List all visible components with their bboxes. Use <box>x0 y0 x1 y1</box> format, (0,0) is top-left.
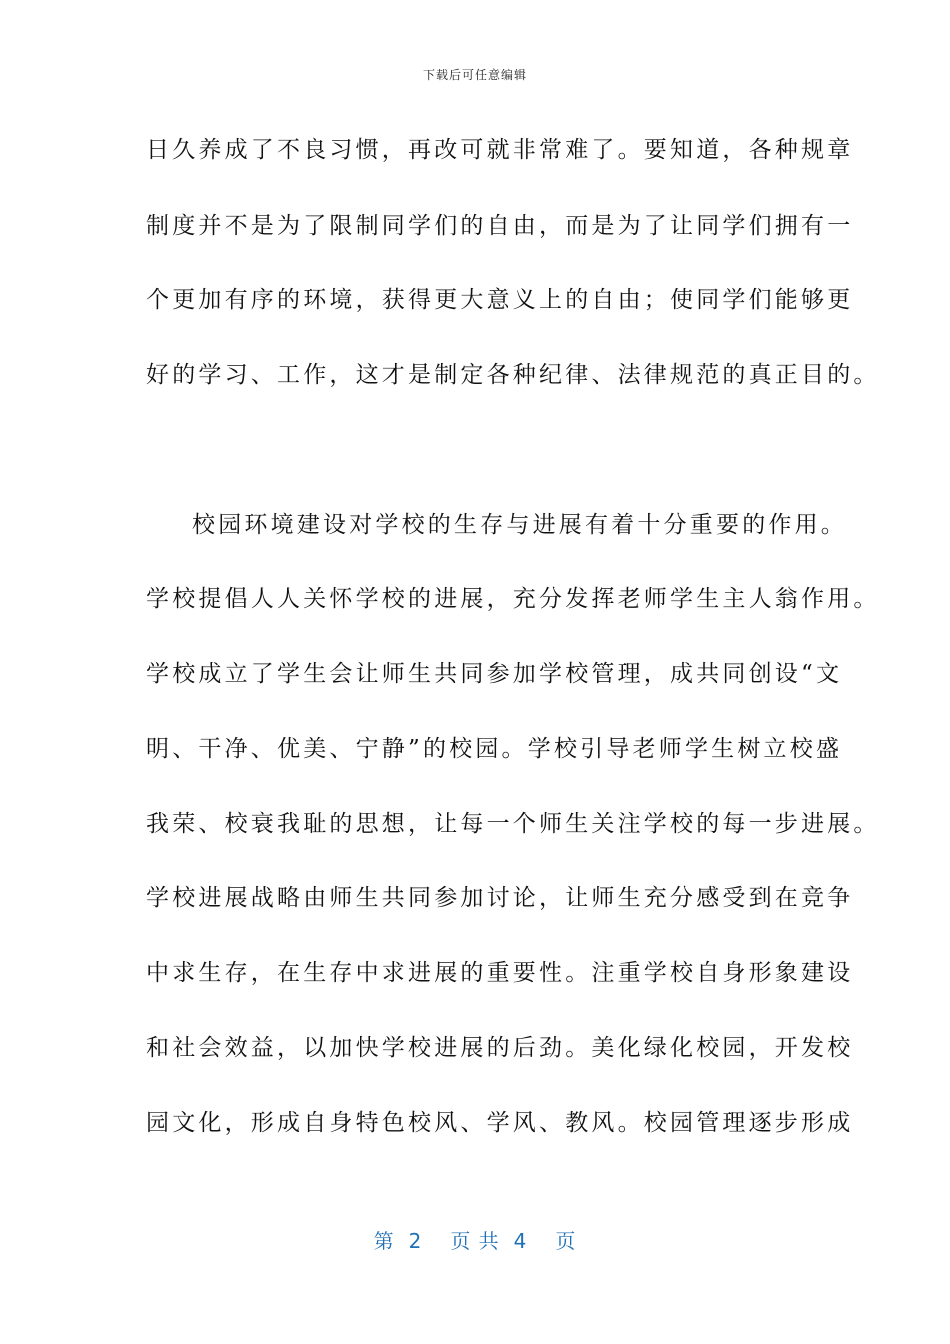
text-line: 园文化，形成自身特色校风、学风、教风。校园管理逐步形成 <box>146 1110 854 1136</box>
text-line: 明、干净、优美、宁静”的校园。学校引导老师学生树立校盛 <box>146 736 843 762</box>
page-middle-text: 页 共 <box>450 1229 500 1253</box>
text-line: 学校进展战略由师生共同参加讨论，让师生充分感受到在竞争 <box>146 885 854 911</box>
page-number-footer <box>0 1225 950 1254</box>
page-prefix: 第 <box>373 1229 395 1253</box>
text-line: 中求生存，在生存中求进展的重要性。注重学校自身形象建设 <box>146 960 854 986</box>
text-line: 学校提倡人人关怀学校的进展，充分发挥老师学生主人翁作用。 <box>146 586 880 612</box>
text-line: 和社会效益，以加快学校进展的后劲。美化绿化校园，开发校 <box>146 1035 854 1061</box>
current-page-number: 2 <box>408 1229 423 1253</box>
total-pages-number: 4 <box>513 1229 528 1253</box>
text-line: 好的学习、工作，这才是制定各种纪律、法律规范的真正目的。 <box>146 362 880 388</box>
text-line: 我荣、校衰我耻的思想，让每一个师生关注学校的每一步进展。 <box>146 811 880 837</box>
text-line: 学校成立了学生会让师生共同参加学校管理，成共同创设“文 <box>146 661 843 687</box>
page-suffix: 页 <box>555 1229 577 1253</box>
page-header-note: 下载后可任意编辑 <box>422 68 527 82</box>
text-line: 制度并不是为了限制同学们的自由，而是为了让同学们拥有一 <box>146 213 854 239</box>
text-line: 个更加有序的环境，获得更大意义上的自由；使同学们能够更 <box>146 287 854 313</box>
text-line: 校园环境建设对学校的生存与进展有着十分重要的作用。 <box>192 512 847 538</box>
text-line: 日久养成了不良习惯，再改可就非常难了。要知道，各种规章 <box>146 137 854 163</box>
